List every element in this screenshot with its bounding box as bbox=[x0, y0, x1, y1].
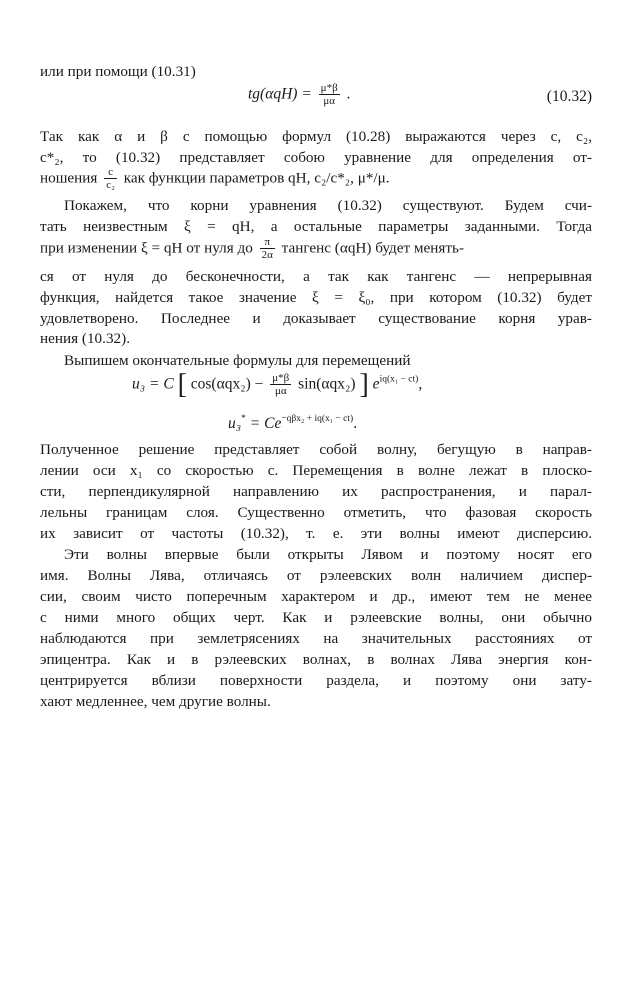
eq2-numerator: μ*β bbox=[272, 372, 290, 384]
p1-line-2: c*₂, то (10.32) представляет собою уравнение для определения от- bbox=[40, 149, 592, 166]
p5-line-2: имя. Волны Лява, отличаясь от рэлеевских волн наличием диспер- bbox=[40, 567, 592, 584]
eq3-star: * bbox=[241, 414, 246, 424]
p5-line-4: с ними много общих черт. Как и рэлеевские волны, они обычно bbox=[40, 609, 592, 626]
p5-line-8: хают медленнее, чем другие волны. bbox=[40, 693, 271, 710]
eq2-exponent: iq(x₁ − ct) bbox=[379, 374, 419, 385]
p2-line-6: удовлетворено. Последнее и доказывает существование корня урав- bbox=[40, 310, 592, 327]
eq3-tail: . bbox=[353, 415, 358, 432]
eq2-denominator: μα bbox=[274, 385, 287, 397]
c-over-c2-fraction bbox=[104, 166, 117, 192]
eq2-sin-term: sin(αqx₂) bbox=[298, 375, 356, 393]
eq3-rhs: = Ce bbox=[245, 415, 282, 432]
eq2-fraction bbox=[270, 372, 291, 398]
equation-u3 bbox=[132, 369, 423, 400]
p1-line-3 bbox=[40, 166, 592, 192]
p5-line-7: центрируется вблизи поверхности раздела, и поэтому они зату- bbox=[40, 672, 592, 689]
right-bracket: ] bbox=[359, 369, 369, 400]
p2-line-2: тать неизвестным ξ = qH, а остальные параметры заданными. Тогда bbox=[40, 218, 592, 235]
frac-den: 2α bbox=[261, 249, 273, 261]
equation-10-32 bbox=[248, 82, 350, 108]
frac-den: c₂ bbox=[106, 179, 115, 191]
p3-line: Выпишем окончательные формулы для перемещений bbox=[64, 352, 411, 369]
p4-line-3: сти, перпендикулярной направлению их распространения, и парал- bbox=[40, 483, 592, 500]
p1-line-3-pre: ношения bbox=[40, 169, 98, 187]
intro-line: или при помощи (10.31) bbox=[40, 63, 196, 80]
p2-line-3-pre: при изменении ξ = qH от нуля до bbox=[40, 239, 253, 257]
p2-line-3-post: тангенс (αqH) будет менять- bbox=[281, 239, 465, 257]
equation-number: (10.32) bbox=[546, 88, 592, 105]
p4-line-4: лельны границам слоя. Существенно отметить, что фазовая скорость bbox=[40, 504, 592, 521]
p5-line-6: эпицентра. Как и в рэлеевских волнах, в волнах Лява энергия кон- bbox=[40, 651, 592, 668]
eq2-lhs: u₃ = C bbox=[132, 375, 174, 393]
eq1-lhs: tg(αqH) = bbox=[248, 85, 312, 103]
left-bracket: [ bbox=[177, 369, 187, 400]
p4-line-5: их зависит от частоты (10.32), т. е. эти волны имеют дисперсию. bbox=[40, 525, 592, 542]
p2-line-3 bbox=[40, 236, 592, 262]
p4-line-2: лении оси x₁ со скоростью c. Перемещения в волне лежат в плоско- bbox=[40, 462, 592, 479]
p2-line-5: функция, найдется такое значение ξ = ξ₀, при котором (10.32) будет bbox=[40, 289, 592, 306]
eq3-lhs: u₃ bbox=[228, 415, 242, 432]
pi-over-2a-fraction bbox=[260, 236, 275, 262]
p5-line-5: наблюдаются при землетрясениях на значительных расстояниях от bbox=[40, 630, 592, 647]
p1-line-3-post: как функции параметров qH, c₂/c*₂, μ*/μ. bbox=[123, 169, 390, 187]
eq2-cos-term: cos(αqx₂) − bbox=[190, 375, 264, 393]
frac-num: π bbox=[260, 236, 275, 249]
eq3-exponent: −qβx₂ + iq(x₁ − ct) bbox=[281, 414, 354, 424]
eq2-tail: , bbox=[418, 375, 423, 393]
equation-u3-star bbox=[228, 414, 357, 433]
p2-line-1: Покажем, что корни уравнения (10.32) существуют. Будем счи- bbox=[64, 197, 592, 214]
p4-line-1: Полученное решение представляет собой волну, бегущую в направ- bbox=[40, 441, 592, 458]
p1-line-1: Так как α и β с помощью формул (10.28) выражаются через c, c₂, bbox=[40, 128, 592, 145]
eq2-exp-base: e bbox=[372, 375, 380, 393]
eq1-numerator: μ*β bbox=[320, 82, 338, 94]
p5-line-3: сии, своим чисто поперечным характером и др., имеют тем не менее bbox=[40, 588, 592, 605]
p5-line-1: Эти волны впервые были открыты Лявом и поэтому носят его bbox=[64, 546, 592, 563]
frac-num: c bbox=[104, 166, 117, 179]
p2-line-7: нения (10.32). bbox=[40, 330, 130, 347]
eq1-fraction bbox=[319, 82, 340, 108]
eq1-tail: . bbox=[346, 85, 351, 103]
p2-line-4: ся от нуля до бесконечности, а так как тангенс — непрерывная bbox=[40, 268, 592, 285]
eq1-denominator: μα bbox=[323, 95, 335, 107]
